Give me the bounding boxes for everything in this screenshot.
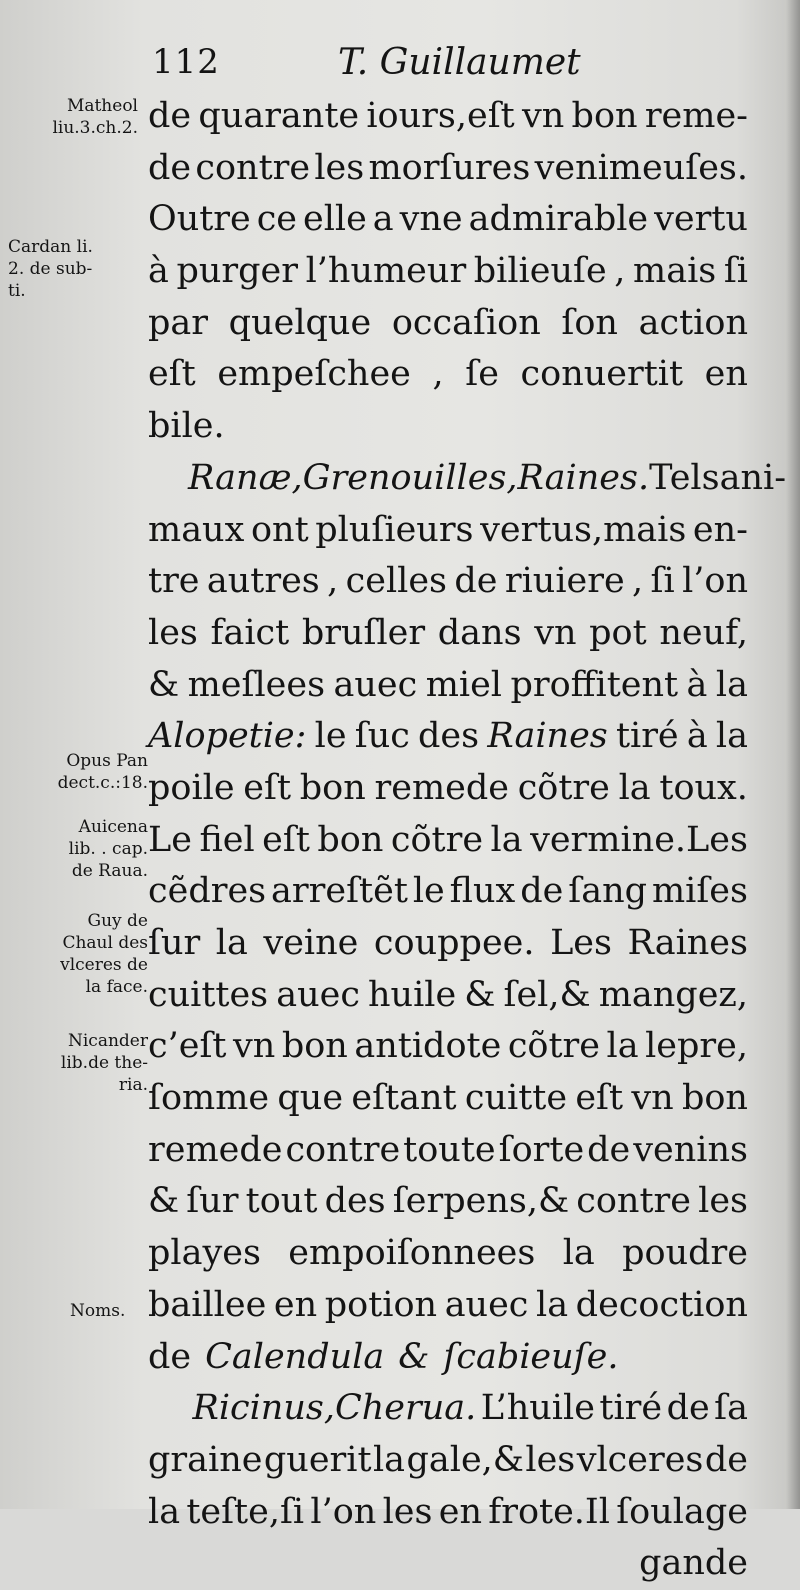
text-line <box>148 815 748 867</box>
word: remede <box>148 1129 283 1170</box>
word: proffitent <box>510 664 679 705</box>
word: contre <box>195 147 311 188</box>
text-line <box>148 298 748 350</box>
word: eſt <box>148 354 196 395</box>
word: mais <box>633 251 717 292</box>
word: cõtre <box>507 1026 600 1067</box>
text-line <box>148 1228 748 1280</box>
text-line <box>148 143 748 195</box>
word: bon <box>317 819 384 860</box>
text-line <box>148 453 787 505</box>
word: ſang <box>568 871 648 912</box>
text-line <box>148 608 748 660</box>
word: empoiſonnees <box>288 1233 536 1274</box>
word: elle <box>302 199 367 240</box>
word: de <box>148 1336 192 1377</box>
word: fiel <box>199 819 255 860</box>
word: antidote <box>354 1026 502 1067</box>
word: flux <box>449 871 516 912</box>
word: reme- <box>644 96 748 136</box>
word: eſtant <box>351 1078 457 1119</box>
word: de <box>148 96 192 136</box>
body-text <box>148 91 787 1590</box>
word: les <box>525 1439 576 1480</box>
word: que <box>277 1078 344 1119</box>
word: en- <box>692 509 748 550</box>
word: ſoulage <box>616 1491 748 1532</box>
word: ce <box>256 199 298 240</box>
text-line <box>148 970 748 1022</box>
word: cẽdres <box>148 871 267 912</box>
word: la <box>562 1233 595 1274</box>
text-line <box>148 1332 748 1384</box>
word: poile <box>148 767 235 808</box>
word: bile. <box>148 406 225 447</box>
page-number: 112 <box>152 42 220 82</box>
text-line <box>148 1176 748 1228</box>
word: & <box>148 664 180 705</box>
word: vermine.Les <box>530 819 748 860</box>
indent-space <box>148 1383 188 1435</box>
margin-note-line: de Raua. <box>71 861 148 881</box>
word: Ricinus,Cherua. <box>192 1388 477 1429</box>
word: en <box>273 1284 318 1325</box>
margin-note-line: Opus Pan <box>66 751 148 771</box>
text-line <box>148 1487 748 1539</box>
margin-note-opus-pan <box>16 750 148 794</box>
margin-note-noms <box>70 1300 150 1322</box>
word: Ranæ,Grenouilles,Raines. <box>188 457 650 498</box>
word: auec <box>276 974 360 1015</box>
text-line <box>148 556 748 608</box>
margin-note-line: liu.3.ch.2. <box>52 118 138 138</box>
margin-note-line: 2. de sub- <box>8 259 93 279</box>
word: ſi <box>650 561 675 602</box>
margin-note-line: Guy de <box>87 911 148 931</box>
word: guerit <box>263 1439 372 1480</box>
word: maux <box>148 509 245 550</box>
text-line <box>148 246 748 298</box>
text-line <box>148 505 748 557</box>
word: de <box>454 561 498 602</box>
word: de <box>148 147 192 188</box>
word: , <box>632 561 644 602</box>
word: les <box>314 147 365 188</box>
margin-note-line: Matheol <box>66 96 138 116</box>
word: Les <box>550 923 612 963</box>
margin-note-guy-de-chaul <box>14 910 148 998</box>
word: celles <box>345 561 448 602</box>
word: purger <box>176 251 298 292</box>
word: tiré <box>615 716 679 757</box>
word: gande <box>639 1543 748 1584</box>
margin-note-nicander <box>14 1030 148 1096</box>
word: la <box>618 767 651 808</box>
word: mangez, <box>598 974 748 1015</box>
margin-note-line: lib.de the- <box>60 1053 148 1073</box>
word: cuitte <box>464 1078 568 1119</box>
word: arreſtẽt <box>271 871 408 912</box>
text-line <box>148 194 748 246</box>
margin-note-line: Chaul des <box>62 933 148 953</box>
word: pot <box>589 612 647 653</box>
word: neuf, <box>659 612 748 653</box>
word: ſel,& <box>503 974 591 1015</box>
text-line <box>148 1021 748 1073</box>
word: toux. <box>659 767 748 808</box>
word: l’on <box>682 561 748 602</box>
word: de <box>587 1129 631 1170</box>
running-title: T. Guillaumet <box>338 42 581 83</box>
word: toute <box>403 1129 496 1170</box>
word: à <box>686 664 708 705</box>
text-line <box>148 866 748 918</box>
word: occaſion <box>391 302 541 343</box>
word: ſuc <box>354 716 410 757</box>
word: la <box>490 819 523 860</box>
word: la <box>606 1026 639 1067</box>
word: dans <box>437 612 522 653</box>
word: riuiere <box>504 561 625 602</box>
word: des <box>324 1181 386 1222</box>
word: venimeuſes. <box>534 147 748 188</box>
word: la <box>215 923 248 963</box>
word: à <box>148 251 169 292</box>
word: decoction <box>575 1284 748 1325</box>
word: ont <box>250 509 309 550</box>
margin-note-line: Auicena <box>78 817 148 837</box>
word: , <box>432 354 444 395</box>
word: admirable <box>468 199 649 240</box>
word: meſlees <box>187 664 326 705</box>
margin-note-line: la face. <box>85 977 148 997</box>
word: bon <box>281 1026 348 1067</box>
margin-note-line: ti. <box>8 281 26 301</box>
margin-note-line: Cardan li. <box>8 237 93 257</box>
word: ani- <box>719 457 787 498</box>
margin-note-line: lib. . cap. <box>68 839 148 859</box>
word: cõtre <box>390 819 484 860</box>
word: pluſieurs <box>315 509 474 550</box>
word: miſes <box>651 871 748 912</box>
word: frote.Il <box>488 1491 610 1532</box>
word: empeſchee <box>217 354 411 395</box>
word: vlceres <box>576 1439 704 1480</box>
word: en <box>704 354 748 395</box>
text-line <box>148 91 748 143</box>
word: action <box>638 302 748 343</box>
margin-note-line: vlceres de <box>60 955 148 975</box>
word: de <box>520 871 564 912</box>
word: ſorte <box>498 1129 585 1170</box>
word: bilieuſe <box>473 251 607 292</box>
word: miel <box>425 664 502 705</box>
word: iours,eſt <box>366 96 515 136</box>
word: bon <box>681 1078 748 1119</box>
word: bon <box>299 767 366 808</box>
word: vne <box>399 199 463 240</box>
word: les <box>382 1491 433 1532</box>
word: vn <box>521 96 565 136</box>
word: auec <box>333 664 418 705</box>
word: la <box>372 1439 406 1480</box>
word: les <box>148 612 198 653</box>
word: la <box>715 716 748 757</box>
word: par <box>148 302 209 343</box>
word: remede <box>374 767 509 808</box>
word: morſures <box>368 147 531 188</box>
word: lepre, <box>645 1026 748 1067</box>
word: la <box>715 664 748 705</box>
word: auec <box>444 1284 529 1325</box>
word: ſcabieuſe. <box>443 1336 619 1377</box>
word: Raines <box>487 716 608 757</box>
word: playes <box>148 1233 261 1274</box>
word: Raines <box>627 923 748 963</box>
word: le <box>412 871 445 912</box>
word: eſt <box>575 1078 624 1119</box>
word: veine <box>263 923 359 963</box>
word: Tels <box>649 457 720 498</box>
word: & <box>398 1336 430 1377</box>
word: graine <box>148 1439 263 1480</box>
margin-note-line: Nicander <box>68 1031 148 1051</box>
word: & <box>464 974 496 1015</box>
word: , <box>614 251 626 292</box>
word: huile <box>368 974 457 1015</box>
word: baillee <box>148 1284 267 1325</box>
word: Le <box>148 819 192 860</box>
text-line <box>148 1538 748 1590</box>
word: la <box>148 1491 181 1532</box>
text-line <box>148 918 748 970</box>
text-line <box>148 401 748 453</box>
word: ſon <box>561 302 618 343</box>
word: tout <box>245 1181 318 1222</box>
word: L’huile <box>480 1388 595 1429</box>
text-line <box>148 1125 748 1177</box>
text-line <box>148 763 748 815</box>
word: couppee. <box>373 923 535 963</box>
word: à <box>686 716 708 757</box>
text-line <box>148 1280 748 1332</box>
text-line <box>148 711 748 763</box>
word: contre <box>285 1129 401 1170</box>
word: , <box>327 561 339 602</box>
margin-note-auicena <box>14 816 148 882</box>
word: gale,& <box>406 1439 524 1480</box>
word: teſte,ſi <box>186 1491 305 1532</box>
word: c’eſt <box>148 1026 227 1067</box>
word: de <box>666 1388 710 1429</box>
word: Outre <box>148 199 251 240</box>
margin-note-line: Noms. <box>70 1301 126 1321</box>
word: l’humeur <box>305 251 467 292</box>
margin-note-matheol <box>8 95 138 139</box>
word: conuertit <box>520 354 684 395</box>
word: ſur <box>186 1181 239 1222</box>
word: en <box>438 1491 482 1532</box>
margin-note-line: ria. <box>118 1075 148 1095</box>
word: bon <box>571 96 638 136</box>
word: autres <box>206 561 320 602</box>
word: potion <box>324 1284 438 1325</box>
word: vertu <box>654 199 748 240</box>
word: ſi <box>723 251 748 292</box>
word: vn <box>232 1026 276 1067</box>
word: vertus,mais <box>480 509 687 550</box>
page-header <box>152 42 752 92</box>
word: ſomme <box>148 1078 270 1119</box>
word: eſt <box>243 767 292 808</box>
text-line <box>148 1073 748 1125</box>
word: des <box>418 716 480 757</box>
word: tiré <box>599 1388 663 1429</box>
margin-note-cardan <box>8 236 148 302</box>
word: contre <box>576 1181 691 1222</box>
word: ſerpens,& <box>392 1181 570 1222</box>
word: ſa <box>714 1388 748 1429</box>
word: venins <box>633 1129 748 1170</box>
word: Alopetie: <box>148 716 307 757</box>
margin-note-line: dect.c.:18. <box>57 773 148 793</box>
word: & <box>148 1181 180 1222</box>
word: cuittes <box>148 974 269 1015</box>
text-line <box>148 1383 748 1435</box>
word: quarante <box>198 96 360 136</box>
word: l’on <box>310 1491 377 1532</box>
word: ſur <box>148 923 201 963</box>
word: Calendula <box>205 1336 385 1377</box>
word: cõtre <box>517 767 610 808</box>
word: eſt <box>262 819 310 860</box>
word: poudre <box>622 1233 748 1274</box>
word: la <box>536 1284 569 1325</box>
word: bruſler <box>301 612 426 653</box>
text-line <box>148 349 748 401</box>
word: tre <box>148 561 200 602</box>
margin-notes <box>0 0 150 1509</box>
word: le <box>314 716 347 757</box>
word: de <box>704 1439 748 1480</box>
text-line <box>148 1435 748 1487</box>
word: les <box>698 1181 748 1222</box>
word: vn <box>534 612 577 653</box>
text-line <box>148 660 748 712</box>
word: a <box>372 199 394 240</box>
word: quelque <box>228 302 372 343</box>
word: faict <box>210 612 290 653</box>
word: ſe <box>465 354 499 395</box>
indent-space <box>148 453 188 505</box>
word: vn <box>631 1078 674 1119</box>
